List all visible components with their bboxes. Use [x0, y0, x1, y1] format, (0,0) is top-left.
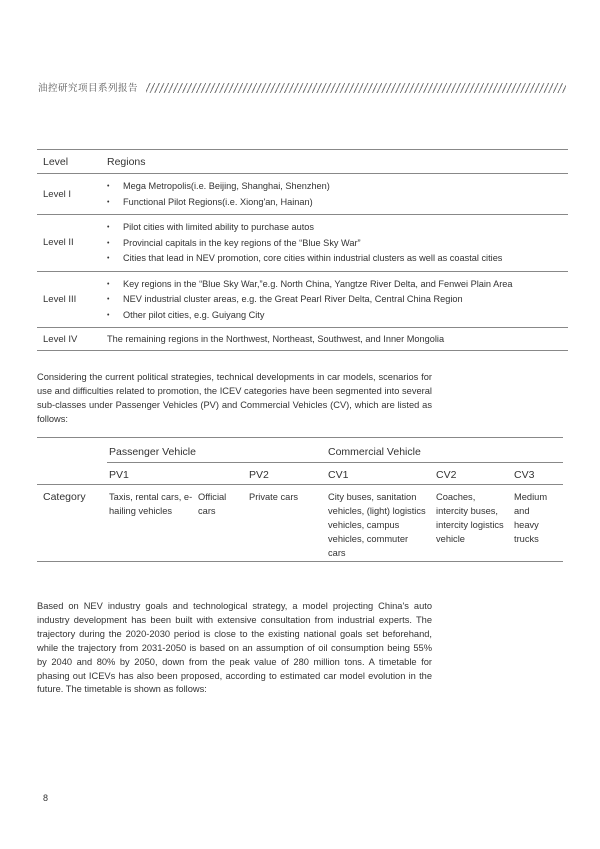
cell-pv1-taxis: Taxis, rental cars, e-hailing vehicles [109, 492, 193, 516]
subheader-cv3: CV3 [514, 469, 535, 481]
regions-table [37, 149, 568, 351]
table-rule-sub [37, 484, 563, 485]
column-header-regions: Regions [107, 155, 146, 168]
regions-cell [107, 272, 568, 328]
column-header-level: Level [43, 155, 69, 168]
list-item: • Mega Metropolis(i.e. Beijing, Shanghai, Shenzhen) [107, 179, 568, 195]
cell-cv3: Medium and heavy trucks [514, 492, 548, 544]
table-rule-top [37, 437, 563, 438]
table-row [37, 174, 568, 215]
subheader-pv2: PV2 [249, 469, 269, 481]
level-label: Level IV [43, 333, 78, 345]
list-item: • Functional Pilot Regions(i.e. Xiong'an, Hainan) [107, 195, 568, 211]
regions-table-header [37, 150, 568, 174]
group-header-commercial: Commercial Vehicle [328, 446, 421, 458]
table-rule-group [107, 462, 563, 463]
regions-cell: The remaining regions in the Northwest, Northeast, Southwest, and Inner Mongolia [107, 334, 445, 344]
table-rule-bottom [37, 561, 563, 562]
group-header-passenger: Passenger Vehicle [109, 446, 196, 458]
subheader-pv1: PV1 [109, 469, 129, 481]
level-label: Level III [43, 293, 77, 305]
list-item: • Cities that lead in NEV promotion, core cities within industrial clusters as well as coastal cities [107, 251, 568, 267]
cell-cv1: City buses, sanitation vehicles, (light) logistics vehicles, campus vehicles, commuter cars [328, 492, 426, 558]
level-label: Level II [43, 237, 74, 249]
list-item: • Pilot cities with limited ability to purchase autos [107, 220, 568, 236]
row-label-category: Category [43, 491, 86, 503]
cell-pv1-official: Official cars [198, 492, 227, 516]
list-item: • Provincial capitals in the key regions of the “Blue Sky War” [107, 236, 568, 252]
list-item: • Other pilot cities, e.g. Guiyang City [107, 308, 568, 324]
table-row [37, 272, 568, 329]
regions-cell [107, 215, 568, 271]
table-row [37, 328, 568, 351]
projection-paragraph: Based on NEV industry goals and technological strategy, a model projecting China's auto industry development has been built with extensive consultation from industrial experts. The trajectory during the 2020-2030 period is close to the existing national goals set beforehand, while the trajectory from 2031-2050 is based on an assumption of oil consumption being 55% by 2040 and 80% by 2050, down from the peak value of 280 million tons. A timetable for phasing out ICEVs has also been proposed, according to estimated car model evolution in the future. The timetable is shown as follows: [37, 601, 432, 695]
level-label: Level I [43, 188, 71, 200]
header-hatch-decoration [146, 83, 566, 93]
list-item: • Key regions in the “Blue Sky War,”e.g. North China, Yangtze River Delta, and Fenwei Plain Area [107, 277, 568, 293]
subheader-cv1: CV1 [328, 469, 349, 481]
cell-cv2: Coaches, intercity buses, intercity logistics vehicle [436, 492, 504, 544]
subheader-cv2: CV2 [436, 469, 457, 481]
intro-paragraph: Considering the current political strategies, technical developments in car models, scenarios for use and difficulties related to promotion, the ICEV categories have been segmented into several sub-classes under Passenger Vehicles (PV) and Commercial Vehicles (CV), which are listed as follows: [37, 372, 432, 424]
regions-cell [107, 174, 568, 214]
cell-pv2: Private cars [249, 492, 299, 502]
page-number: 8 [43, 793, 49, 803]
page-header [38, 80, 566, 96]
table-row [37, 215, 568, 272]
header-title: 油控研究项目系列报告 [38, 83, 139, 94]
list-item: • NEV industrial cluster areas, e.g. the Great Pearl River Delta, Central China Region [107, 292, 568, 308]
